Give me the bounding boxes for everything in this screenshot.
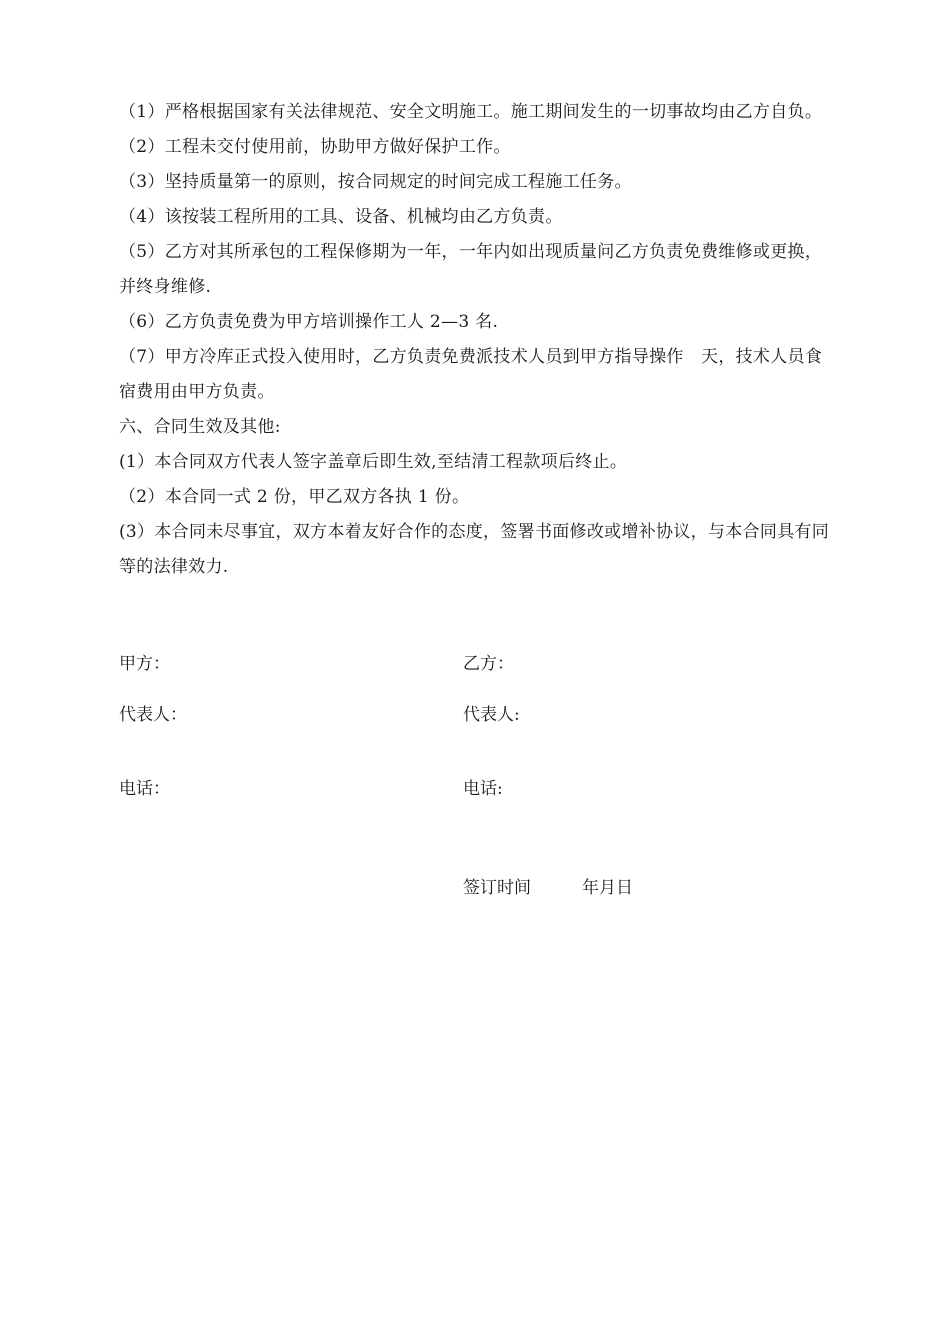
party-a-label: 甲方：: [119, 654, 170, 674]
clause-obligation-3: （3）坚持质量第一的原则，按合同规定的时间完成工程施工任务。: [119, 172, 632, 192]
clause-obligation-2: （2）工程未交付使用前，协助甲方做好保护工作。: [119, 137, 511, 157]
clause-effect-2: （2）本合同一式 2 份，甲乙双方各执 1 份。: [119, 487, 470, 507]
representative-a-label: 代表人：: [119, 705, 187, 725]
clause-obligation-7: （7）甲方冷库正式投入使用时，乙方负责免费派技术人员到甲方指导操作 天，技术人员食宿费用由甲方负责。: [119, 347, 823, 402]
clause-obligation-6: （6）乙方负责免费为甲方培训操作工人 2—3 名.: [119, 312, 499, 332]
clause-effect-3: (3）本合同未尽事宜，双方本着友好合作的态度，签署书面修改或增补协议，与本合同具有同等的法律效力.: [119, 522, 830, 577]
signing-date-label: 签订时间 年月日: [463, 878, 633, 898]
phone-b-label: 电话:: [463, 779, 503, 799]
phone-a-label: 电话：: [119, 779, 170, 799]
contract-clauses: [119, 95, 831, 585]
representative-b-label: 代表人:: [463, 705, 520, 725]
party-b-label: 乙方：: [463, 654, 514, 674]
section-heading-effect: 六、合同生效及其他:: [119, 417, 281, 437]
clause-obligation-5: （5）乙方对其所承包的工程保修期为一年，一年内如出现质量问乙方负责免费维修或更换，并终身维修.: [119, 242, 823, 297]
clause-obligation-4: （4）该按装工程所用的工具、设备、机械均由乙方负责。: [119, 207, 563, 227]
clause-effect-1: (1）本合同双方代表人签字盖章后即生效,至结清工程款项后终止。: [119, 452, 628, 472]
clause-obligation-1: （1）严格根据国家有关法律规范、安全文明施工。施工期间发生的一切事故均由乙方自负。: [119, 102, 823, 122]
